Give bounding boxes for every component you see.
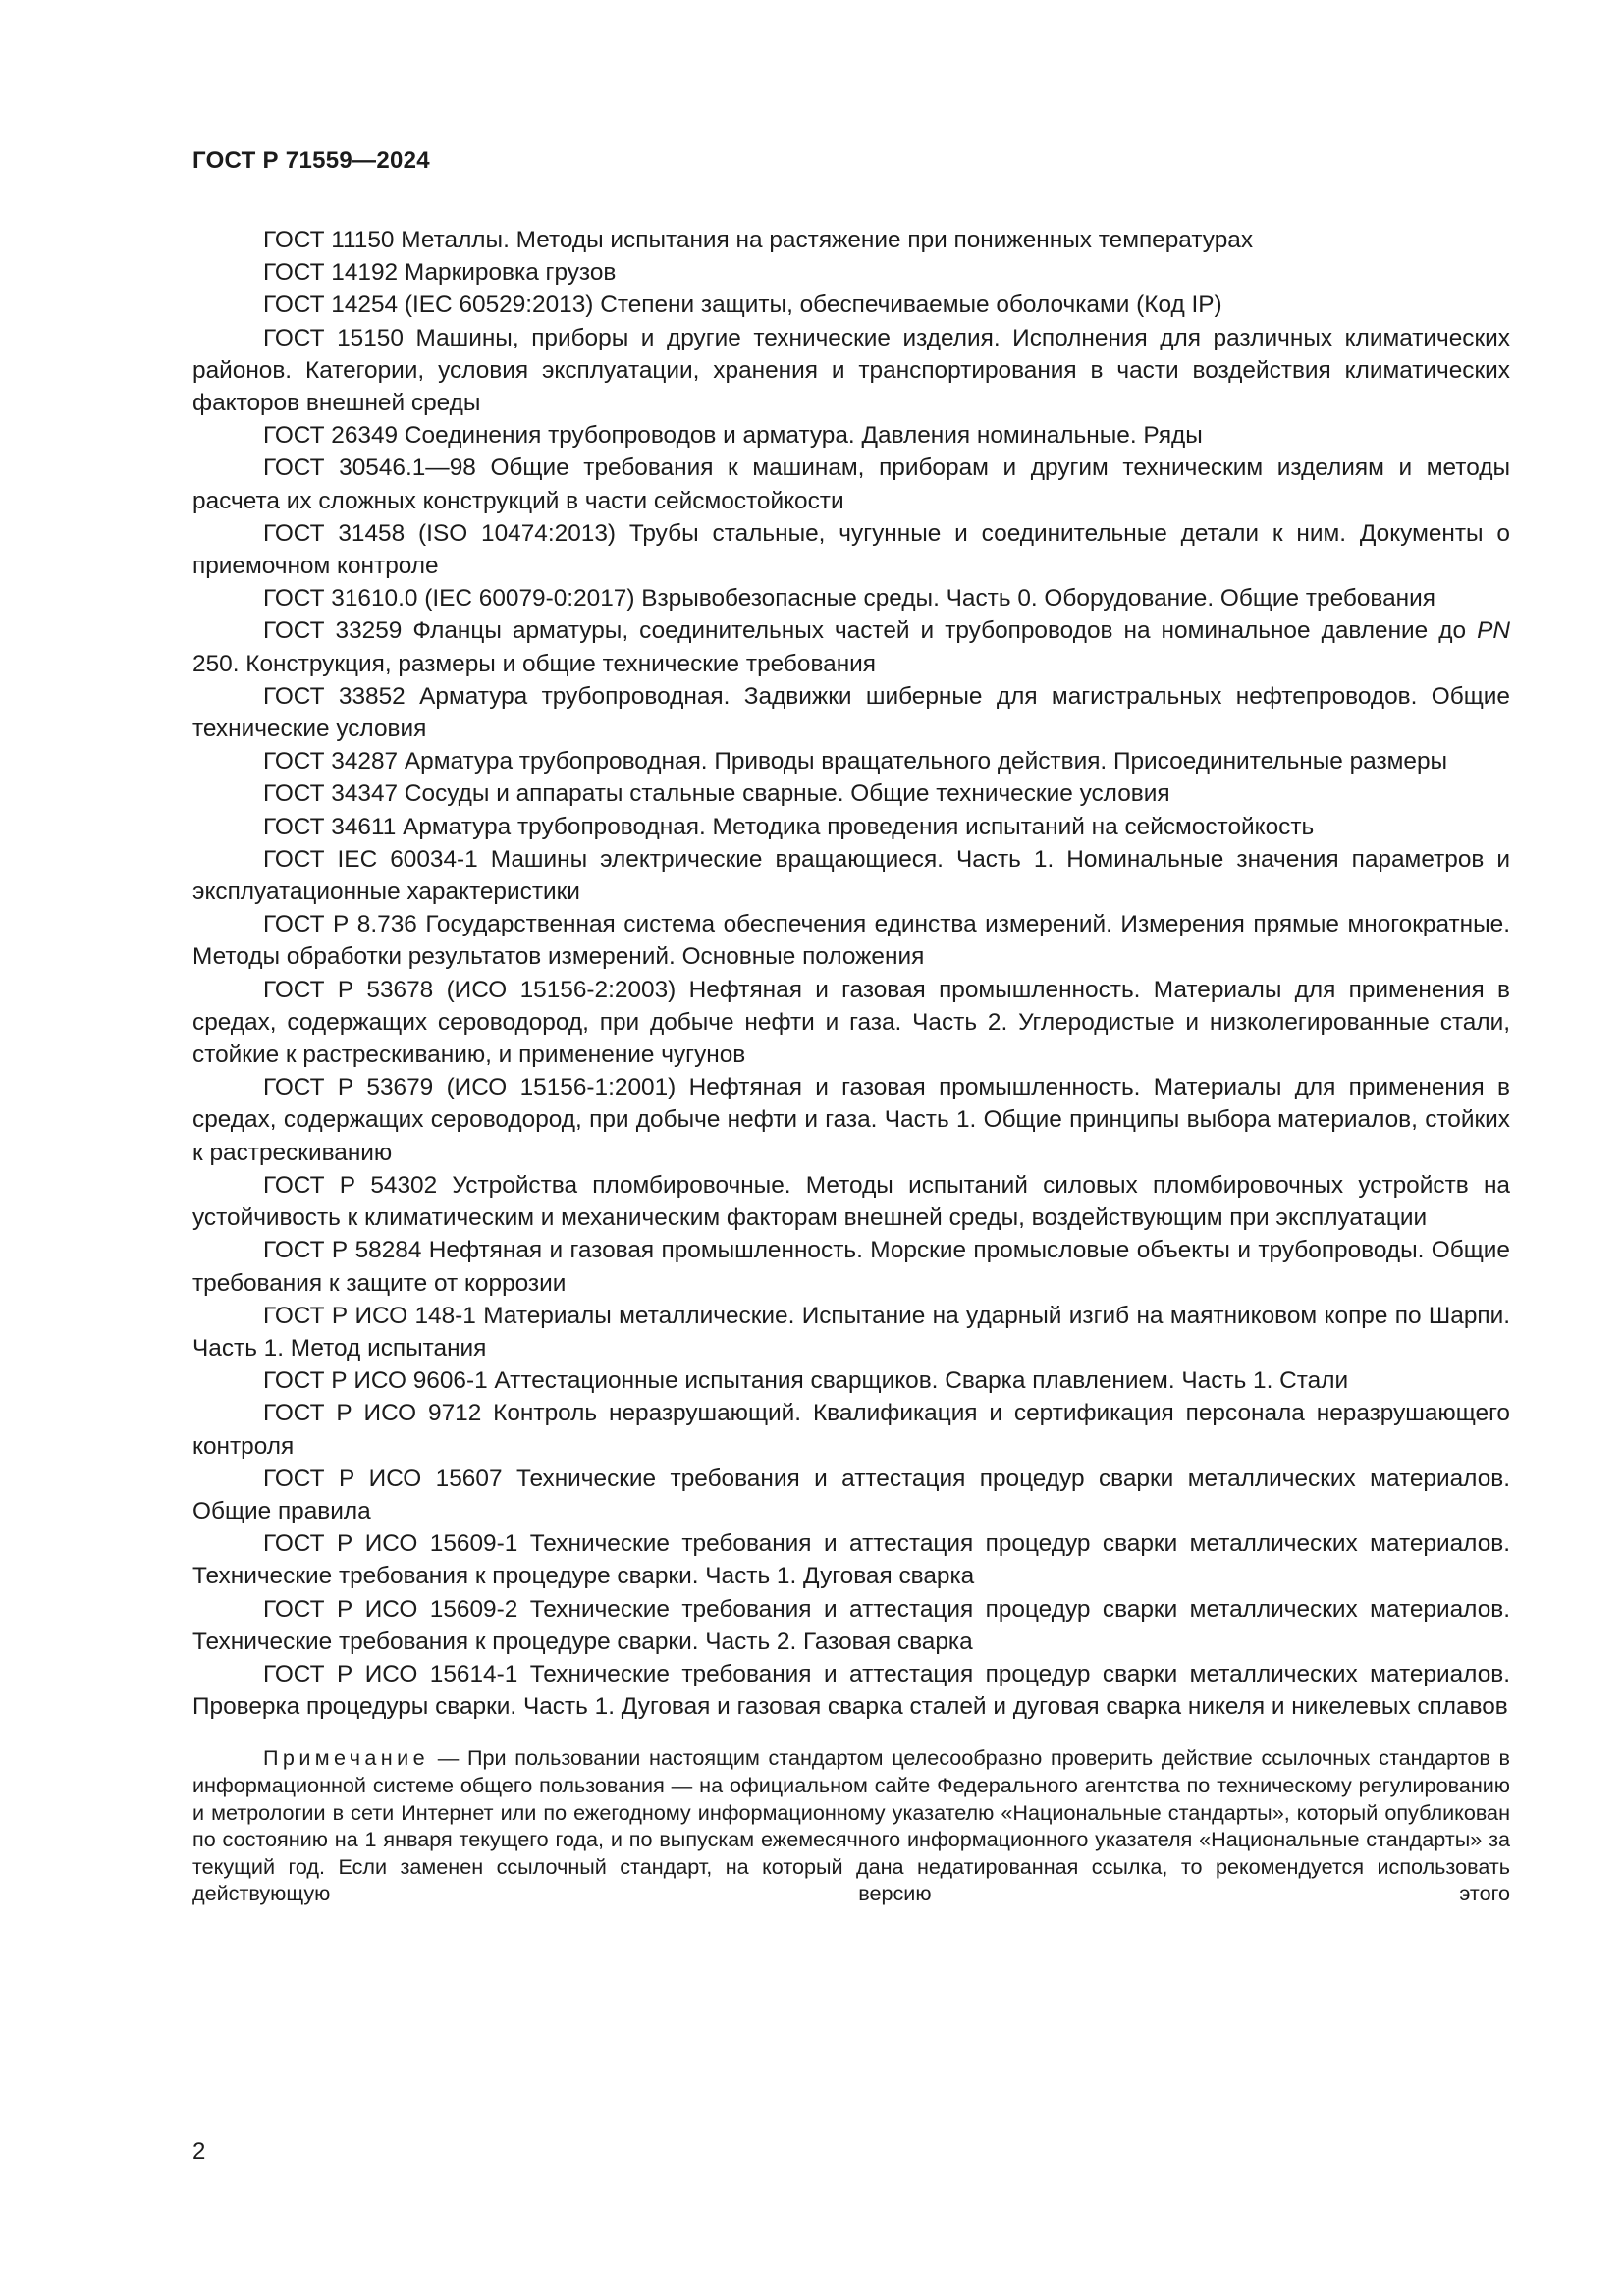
reference-item: ГОСТ 33852 Арматура трубопроводная. Задвижки шиберные для магистральных нефтепроводов. Общие технические условия: [192, 682, 1510, 743]
reference-item: ГОСТ Р ИСО 15614-1 Технические требования и аттестация процедур сварки металлических материалов. Проверка процедуры сварки. Часть 1. Дуговая и газовая сварка сталей и дуговая сварка никеля и никелевых сплавов: [192, 1660, 1510, 1721]
reference-item: ГОСТ Р ИСО 9712 Контроль неразрушающий. Квалификация и сертификация персонала неразрушающего контроля: [192, 1400, 1510, 1460]
reference-item: ГОСТ 34347 Сосуды и аппараты стальные сварные. Общие технические условия: [263, 780, 1170, 808]
reference-item: ГОСТ Р ИСО 9606-1 Аттестационные испытания сварщиков. Сварка плавлением. Часть 1. Стали: [263, 1367, 1349, 1395]
reference-item: ГОСТ IEC 60034-1 Машины электрические вращающиеся. Часть 1. Номинальные значения параметров и эксплуатационные характеристики: [192, 845, 1510, 906]
reference-item: ГОСТ Р 8.736 Государственная система обеспечения единства измерений. Измерения прямые многократные. Методы обработки результатов измерений. Основные положения: [192, 911, 1510, 971]
note-paragraph: [192, 1744, 1510, 1907]
reference-item: ГОСТ Р ИСО 148-1 Материалы металлические. Испытание на ударный изгиб на маятниковом копре по Шарпи. Часть 1. Метод испытания: [192, 1302, 1510, 1362]
document-header: ГОСТ Р 71559—2024: [192, 147, 430, 174]
reference-item: ГОСТ Р 54302 Устройства пломбировочные. Методы испытаний силовых пломбировочных устройств на устойчивость к климатическим и механическим факторам внешней среды, воздействующим при эксплуатации: [192, 1171, 1510, 1232]
note-label: Примечание: [263, 1745, 429, 1771]
page-number: 2: [192, 2138, 206, 2164]
reference-item: ГОСТ 31458 (ISO 10474:2013) Трубы стальные, чугунные и соединительные детали к ним. Документы о приемочном контроле: [192, 519, 1510, 580]
reference-text: 250. Конструкция, размеры и общие технические требования: [192, 650, 877, 677]
reference-item: ГОСТ Р ИСО 15609-1 Технические требования и аттестация процедур сварки металлических материалов. Технические требования к процедуре сварки. Часть 1. Дуговая сварка: [192, 1530, 1510, 1590]
reference-item: [192, 614, 1510, 679]
reference-item: ГОСТ Р 53678 (ИСО 15156-2:2003) Нефтяная и газовая промышленность. Материалы для применения в средах, содержащих сероводород, при добыче нефти и газа. Часть 2. Углеродистые и низколегированные стали, стойкие к растрескиванию, и применение чугунов: [192, 976, 1510, 1069]
reference-item: ГОСТ Р 53679 (ИСО 15156-1:2001) Нефтяная и газовая промышленность. Материалы для применения в средах, содержащих сероводород, при добыче нефти и газа. Часть 1. Общие принципы выбора материалов, стойких к растрескиванию: [192, 1074, 1510, 1166]
reference-item: ГОСТ 14192 Маркировка грузов: [263, 259, 617, 287]
reference-item: ГОСТ 26349 Соединения трубопроводов и арматура. Давления номинальные. Ряды: [263, 422, 1203, 450]
reference-item: ГОСТ 30546.1—98 Общие требования к машинам, приборам и другим техническим изделиям и методы расчета их сложных конструкций в части сейсмостойкости: [192, 454, 1510, 514]
reference-item: ГОСТ 14254 (IEC 60529:2013) Степени защиты, обеспечиваемые оболочками (Код IP): [263, 292, 1222, 319]
reference-item: ГОСТ 34287 Арматура трубопроводная. Приводы вращательного действия. Присоединительные размеры: [263, 748, 1448, 775]
reference-text: ГОСТ 33259 Фланцы арматуры, соединительных частей и трубопроводов на номинальное давление до: [263, 617, 1478, 645]
reference-item: ГОСТ Р ИСО 15607 Технические требования и аттестация процедур сварки металлических материалов. Общие правила: [192, 1465, 1510, 1524]
reference-italic-text: PN: [1477, 617, 1510, 645]
reference-item: ГОСТ 31610.0 (IEC 60079-0:2017) Взрывобезопасные среды. Часть 0. Оборудование. Общие требования: [263, 585, 1435, 613]
reference-item: ГОСТ Р 58284 Нефтяная и газовая промышленность. Морские промысловые объекты и трубопроводы. Общие требования к защите от коррозии: [192, 1237, 1510, 1297]
note-text: — При пользовании настоящим стандартом целесообразно проверить действие ссылочных стандартов в информационной системе общего пользования — на официальном сайте Федерального агентства по техническому регулированию и метрологии в сети Интернет или по ежегодному информационному указателю «Национальные стандарты», который опубликован по состоянию на 1 января текущего года, и по выпускам ежемесячного информационного указателя «Национальные стандарты» за текущий год. Если заменен ссылочный стандарт, на который дана недатированная ссылка, то рекомендуется использовать действующую версию этого: [192, 1745, 1510, 1906]
reference-item: ГОСТ 11150 Металлы. Методы испытания на растяжение при пониженных температурах: [263, 227, 1254, 253]
reference-item: ГОСТ Р ИСО 15609-2 Технические требования и аттестация процедур сварки металлических материалов. Технические требования к процедуре сварки. Часть 2. Газовая сварка: [192, 1595, 1510, 1655]
reference-item: ГОСТ 34611 Арматура трубопроводная. Методика проведения испытаний на сейсмостойкость: [263, 813, 1315, 840]
reference-item: ГОСТ 15150 Машины, приборы и другие технические изделия. Исполнения для различных климатических районов. Категории, условия эксплуатации, хранения и транспортирования в части воздействия климатических факторов внешней среды: [192, 324, 1510, 417]
references-section: [192, 224, 1510, 1907]
